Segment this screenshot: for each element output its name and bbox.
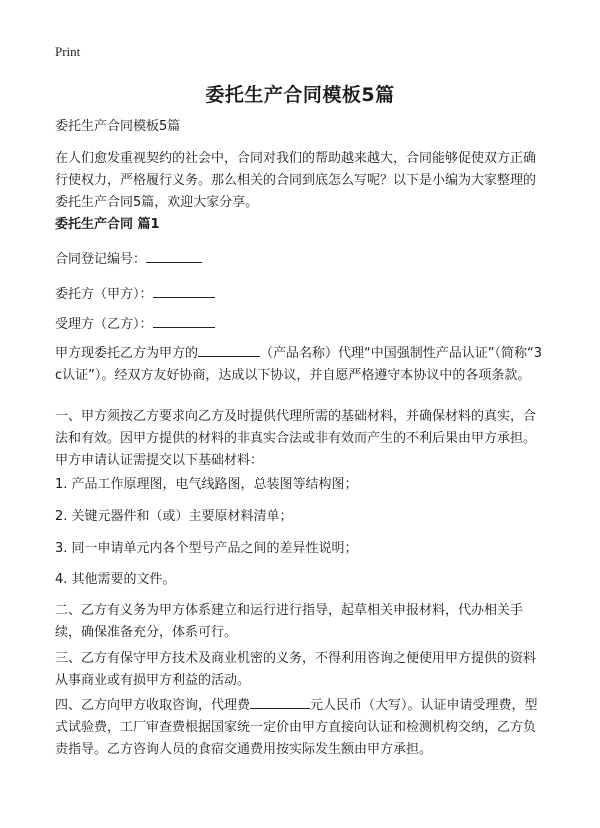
main-paragraph xyxy=(55,342,547,387)
clause-4 xyxy=(55,694,547,761)
document-subtitle: 委托生产合同模板5篇 xyxy=(55,119,181,134)
registration-number-field xyxy=(55,248,547,271)
clause-2: 二、乙方有义务为甲方体系建立和运行进行指导，起草相关申报材料，代办相关手续，确保准备充分，体系可行。 xyxy=(55,603,524,640)
principal-party-field xyxy=(55,283,547,306)
clause-4-part-b: 元人民币（大写）。认证申请受理费，型式试验费，工厂审查费根据国家统一定价由甲方直接向认证和检测机构交纳，乙方负责指导。乙方咨询人员的食宿交通费用按实际发生额由甲方承担。 xyxy=(55,698,538,757)
clause-1: 一、甲方须按乙方要求向乙方及时提供代理所需的基础材料，并确保材料的真实，合法和有效。因甲方提供的材料的非真实合法或非有效而产生的不利后果由甲方承担。甲方申请认证需提交以下基础材料： xyxy=(55,409,537,468)
principal-party-label: 委托方（甲方）： xyxy=(55,287,153,302)
agent-party-field xyxy=(55,313,547,336)
document-title: 委托生产合同模板5篇 xyxy=(205,84,395,106)
clause-4-part-a: 四、乙方向甲方收取咨询，代理费 xyxy=(55,698,251,713)
registration-number-blank xyxy=(146,248,202,263)
print-link[interactable]: Print xyxy=(55,44,81,59)
list-item-1: 1. 产品工作原理图，电气线路图，总装图等结构图； xyxy=(55,477,358,492)
fee-amount-blank xyxy=(250,694,310,709)
list-item-3: 3. 同一申请单元内各个型号产品之间的差异性说明； xyxy=(55,541,358,556)
agent-party-label: 受理方（乙方）： xyxy=(55,317,153,332)
intro-paragraph: 在人们愈发重视契约的社会中，合同对我们的帮助越来越大，合同能够促使双方正确行使权力，严格履行义务。那么相关的合同到底怎么写呢？以下是小编为大家整理的委托生产合同5篇，欢迎大家分享。 xyxy=(55,151,537,210)
main-paragraph-part-b: （产品名称）代理“中国强制性产品认证”（简称“3c认证”）。经双方友好协商，达成以下协议，并自愿严格遵守本协议中的各项条款。 xyxy=(55,346,542,383)
principal-party-blank xyxy=(153,283,215,298)
clause-3: 三、乙方有保守甲方技术及商业机密的义务，不得利用咨询之便使用甲方提供的资料从事商业或有损甲方利益的活动。 xyxy=(55,651,537,688)
list-item-2: 2. 关键元器件和（或）主要原材料清单； xyxy=(55,509,293,524)
registration-number-label: 合同登记编号： xyxy=(55,252,147,267)
product-name-blank xyxy=(198,342,260,357)
section-heading: 委托生产合同 篇1 xyxy=(55,217,160,232)
main-paragraph-part-a: 甲方现委托乙方为甲方的 xyxy=(55,346,199,361)
list-item-4: 4. 其他需要的文件。 xyxy=(55,572,176,587)
agent-party-blank xyxy=(153,313,215,328)
